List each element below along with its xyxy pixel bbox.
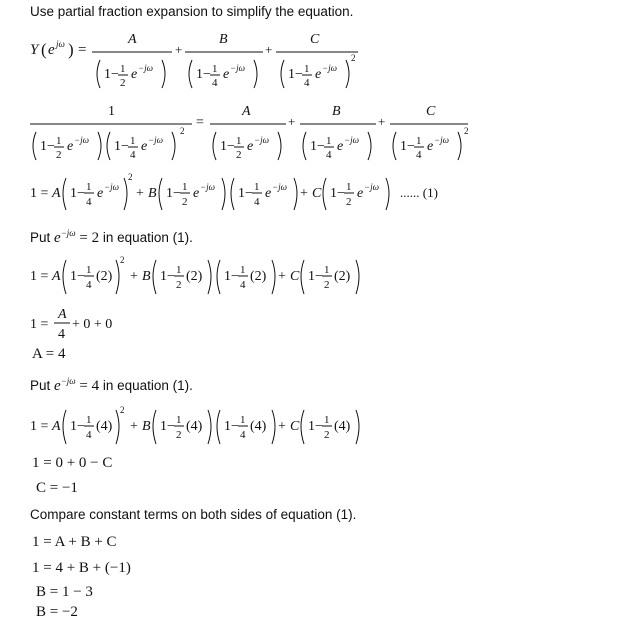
svg-text:A: A	[52, 419, 61, 434]
svg-text:+: +	[130, 269, 138, 284]
svg-text:1: 1	[324, 414, 330, 426]
svg-text:−jω: −jω	[322, 63, 337, 73]
svg-text:1: 1	[304, 63, 310, 75]
svg-text:1: 1	[326, 135, 332, 147]
svg-text:A: A	[58, 307, 67, 322]
svg-text:+: +	[136, 186, 144, 201]
svg-text:1−: 1−	[308, 419, 323, 434]
svg-text:1: 1	[416, 135, 422, 147]
svg-text:1 =: 1 =	[30, 317, 49, 332]
svg-text:e: e	[131, 67, 138, 82]
line-c-step: 1 = 0 + 0 − C	[32, 455, 113, 471]
svg-text:C: C	[426, 104, 436, 119]
svg-text:(: (	[41, 40, 47, 59]
svg-text:−jω: −jω	[434, 135, 449, 145]
substitution-2-text: Put $e^{-j\omega} = 2$ in equation (1).	[30, 228, 193, 246]
svg-text:1: 1	[120, 63, 126, 75]
svg-text:+: +	[278, 419, 286, 434]
svg-text:e: e	[141, 139, 148, 154]
svg-text:+: +	[288, 114, 296, 129]
svg-text:1−: 1−	[330, 186, 345, 201]
svg-text:(2): (2)	[250, 269, 267, 284]
svg-text:2: 2	[324, 279, 330, 291]
svg-text:e: e	[427, 139, 434, 154]
svg-text:+: +	[265, 42, 273, 57]
svg-text:B: B	[148, 186, 157, 201]
svg-text:2: 2	[346, 196, 352, 208]
svg-text:2: 2	[120, 405, 125, 415]
equation-partial-fractions	[28, 100, 478, 168]
svg-text:A: A	[52, 186, 61, 201]
svg-text:=: =	[78, 42, 87, 58]
svg-text:1: 1	[254, 181, 260, 193]
svg-text:1: 1	[130, 135, 136, 147]
compare-text: Compare constant terms on both sides of equation (1).	[30, 507, 357, 522]
svg-text:1: 1	[56, 135, 62, 147]
svg-text:e: e	[337, 139, 344, 154]
svg-text:e: e	[48, 42, 55, 58]
equation-a-over-4	[28, 304, 168, 344]
svg-text:−jω: −jω	[200, 182, 215, 192]
svg-text:e: e	[67, 139, 74, 154]
svg-text:C: C	[290, 269, 300, 284]
svg-text:1: 1	[324, 264, 330, 276]
svg-text:1−: 1−	[220, 139, 235, 154]
intro-text: Use partial fraction expansion to simplify the equation.	[30, 4, 354, 19]
svg-text:1: 1	[86, 414, 92, 426]
svg-text:+: +	[130, 419, 138, 434]
svg-text:4: 4	[326, 149, 332, 161]
svg-text:+: +	[300, 186, 308, 201]
line-b-step-1: 1 = A + B + C	[32, 534, 117, 550]
svg-text:(2): (2)	[334, 269, 351, 284]
numerator-c: C	[310, 32, 320, 47]
svg-text:(4): (4)	[250, 419, 267, 434]
equation-substituted-4	[28, 402, 448, 450]
svg-text:B: B	[142, 269, 151, 284]
svg-text:1−: 1−	[288, 67, 303, 82]
svg-text:+: +	[278, 269, 286, 284]
svg-text:1: 1	[108, 104, 115, 119]
svg-text:4: 4	[212, 77, 218, 89]
svg-text:1 =: 1 =	[30, 186, 49, 201]
svg-text:(4): (4)	[96, 419, 113, 434]
svg-text:1−: 1−	[238, 186, 253, 201]
svg-text:−jω: −jω	[364, 182, 379, 192]
svg-text:e: e	[97, 186, 104, 201]
svg-text:C: C	[290, 419, 300, 434]
svg-text:−jω: −jω	[138, 63, 153, 73]
svg-text:1−: 1−	[40, 139, 55, 154]
svg-text:1−: 1−	[400, 139, 415, 154]
numerator-a: A	[128, 32, 137, 47]
svg-text:2: 2	[324, 429, 330, 441]
svg-text:−jω: −jω	[74, 135, 89, 145]
svg-text:2: 2	[176, 279, 182, 291]
svg-text:1: 1	[236, 135, 242, 147]
svg-text:1: 1	[176, 264, 182, 276]
result-b: B = −2	[36, 604, 78, 620]
svg-text:4: 4	[86, 429, 92, 441]
svg-text:−jω: −jω	[230, 63, 245, 73]
line-b-step-2: 1 = 4 + B + (−1)	[32, 560, 131, 576]
svg-text:1: 1	[182, 181, 188, 193]
svg-text:+ 0 + 0: + 0 + 0	[72, 317, 113, 332]
svg-text:1−: 1−	[70, 186, 85, 201]
svg-text:4: 4	[240, 429, 246, 441]
svg-text:2: 2	[180, 126, 185, 136]
svg-text:1−: 1−	[308, 269, 323, 284]
svg-text:4: 4	[416, 149, 422, 161]
svg-text:4: 4	[86, 196, 92, 208]
svg-text:2: 2	[128, 172, 133, 182]
svg-text:−jω: −jω	[344, 135, 359, 145]
svg-text:1−: 1−	[196, 67, 211, 82]
svg-text:−jω: −jω	[254, 135, 269, 145]
svg-text:1−: 1−	[310, 139, 325, 154]
svg-text:4: 4	[240, 279, 246, 291]
svg-text:=: =	[196, 115, 204, 130]
svg-text:−jω: −jω	[272, 182, 287, 192]
svg-text:e: e	[315, 67, 322, 82]
equation-1	[28, 170, 488, 216]
svg-text:1−: 1−	[114, 139, 129, 154]
svg-text:1−: 1−	[166, 186, 181, 201]
svg-text:4: 4	[86, 279, 92, 291]
svg-text:1: 1	[86, 181, 92, 193]
svg-text:1−: 1−	[70, 419, 85, 434]
svg-text:A: A	[52, 269, 61, 284]
svg-text:4: 4	[58, 327, 65, 342]
svg-text:1: 1	[86, 264, 92, 276]
result-c: C = −1	[36, 480, 78, 496]
equation-y-expansion	[28, 28, 368, 96]
svg-text:1: 1	[212, 63, 218, 75]
svg-text:1 =: 1 =	[30, 419, 49, 434]
line-b-step-3: B = 1 − 3	[36, 584, 93, 600]
svg-text:1−: 1−	[70, 269, 85, 284]
svg-text:jω: jω	[56, 39, 65, 49]
svg-text:(4): (4)	[334, 419, 351, 434]
svg-text:e: e	[357, 186, 364, 201]
svg-text:1 =: 1 =	[30, 269, 49, 284]
svg-text:2: 2	[182, 196, 188, 208]
svg-text:): )	[68, 40, 74, 59]
numerator-b: B	[219, 32, 228, 47]
svg-text:+: +	[175, 42, 183, 57]
svg-text:1: 1	[346, 181, 352, 193]
svg-text:1−: 1−	[224, 269, 239, 284]
equation-label: ...... (1)	[400, 185, 438, 200]
svg-text:(4): (4)	[186, 419, 203, 434]
svg-text:2: 2	[120, 255, 125, 265]
svg-text:2: 2	[464, 126, 469, 136]
svg-text:e: e	[193, 186, 200, 201]
svg-text:e: e	[247, 139, 254, 154]
svg-text:−jω: −jω	[104, 182, 119, 192]
svg-text:2: 2	[236, 149, 242, 161]
equation-substituted-2	[28, 252, 448, 300]
svg-text:1: 1	[176, 414, 182, 426]
svg-text:1: 1	[240, 264, 246, 276]
svg-text:4: 4	[254, 196, 260, 208]
svg-text:e: e	[223, 67, 230, 82]
svg-text:(2): (2)	[96, 269, 113, 284]
svg-text:e: e	[265, 186, 272, 201]
svg-text:1−: 1−	[104, 67, 119, 82]
svg-text:(2): (2)	[186, 269, 203, 284]
substitution-4-text: Put $e^{-j\omega} = 4$ in equation (1).	[30, 376, 193, 394]
svg-text:2: 2	[351, 53, 356, 63]
y-symbol: Y	[30, 42, 39, 58]
svg-text:B: B	[142, 419, 151, 434]
svg-text:1−: 1−	[160, 269, 175, 284]
svg-text:2: 2	[56, 149, 62, 161]
svg-text:1−: 1−	[160, 419, 175, 434]
svg-text:4: 4	[304, 77, 310, 89]
svg-text:−jω: −jω	[148, 135, 163, 145]
svg-text:B: B	[332, 104, 341, 119]
result-a: A = 4	[32, 346, 66, 362]
svg-text:2: 2	[120, 77, 126, 89]
svg-text:C: C	[312, 186, 322, 201]
svg-text:1−: 1−	[224, 419, 239, 434]
svg-text:2: 2	[176, 429, 182, 441]
svg-text:+: +	[378, 114, 386, 129]
svg-text:A: A	[242, 104, 251, 119]
svg-text:1: 1	[240, 414, 246, 426]
svg-text:4: 4	[130, 149, 136, 161]
